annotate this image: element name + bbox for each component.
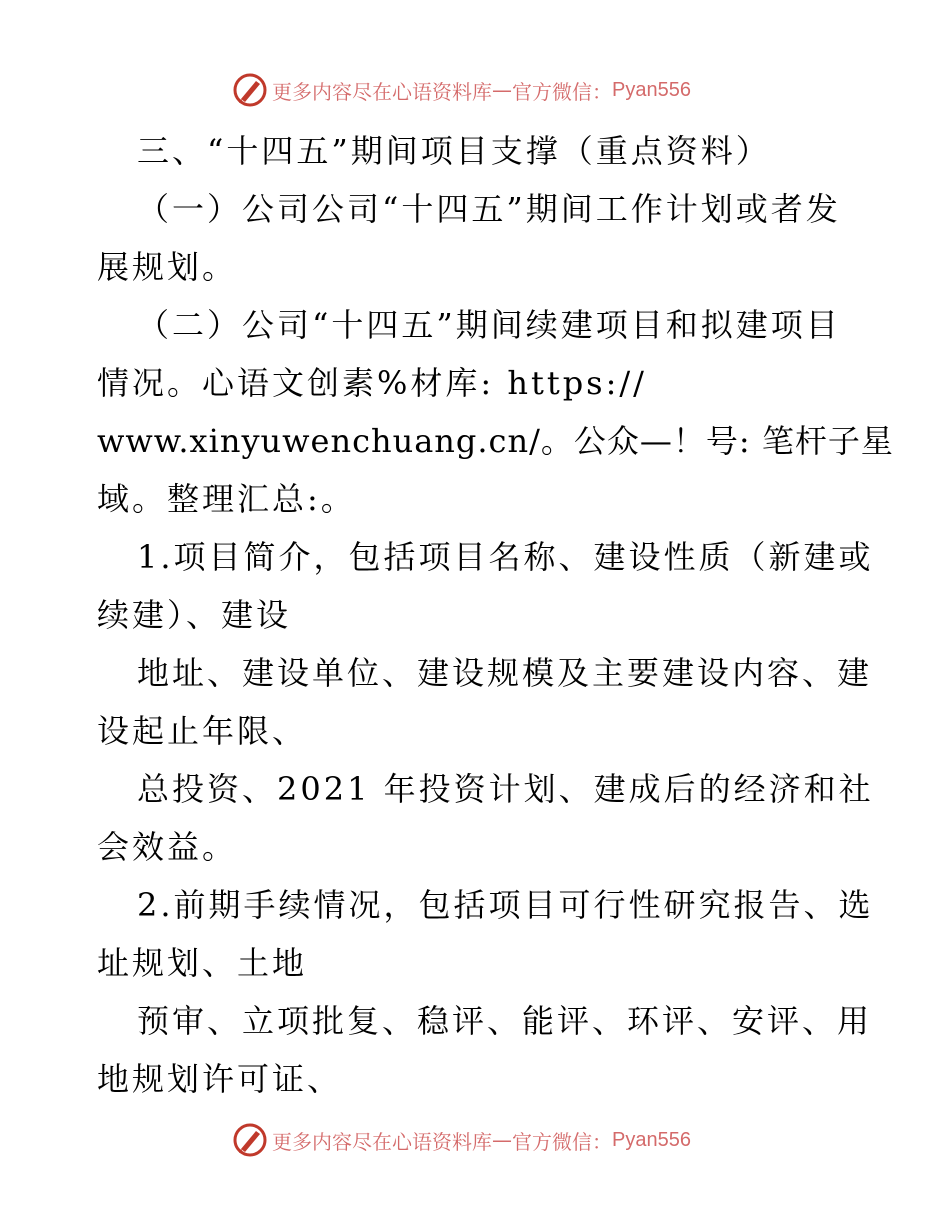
watermark-wechat-label: 官方微信： (512, 79, 612, 104)
list-item-line: 续建）、建设 (97, 596, 292, 634)
watermark-separator: — (492, 78, 512, 102)
paragraph-line: 域。整理汇总:。 (97, 480, 356, 518)
list-item-line: 1.项目简介，包括项目名称、建设性质（新建或 (137, 538, 874, 576)
paragraph-line: www.xinyuwenchuang.cn/。公众—！号: 笔杆子星 (97, 422, 894, 460)
paragraph-line: 展规划。 (97, 248, 238, 286)
list-item-line: 会效益。 (97, 828, 238, 866)
pen-logo-icon (232, 1122, 268, 1158)
pen-logo-icon (232, 72, 268, 108)
document-body (97, 122, 894, 1108)
watermark-brand: Pyan556 (612, 1128, 691, 1151)
list-item-line: 地址、建设单位、建设规模及主要建设内容、建 (137, 654, 873, 692)
list-item-line: 地规划许可证、 (97, 1060, 343, 1098)
list-item-line: 2.前期手续情况，包括项目可行性研究报告、选 (137, 886, 874, 924)
footer-watermark (232, 1120, 752, 1160)
list-item-line: 设起止年限、 (97, 712, 308, 750)
paragraph-line: 情况。心语文创素%材库: https:// (97, 364, 647, 402)
header-watermark (232, 70, 752, 110)
watermark-text: 更多内容尽在心语资料库 (272, 1129, 492, 1154)
watermark-separator: — (492, 1128, 512, 1152)
section-heading: 三、“十四五”期间项目支撑（重点资料） (137, 132, 771, 170)
list-item-line: 预审、立项批复、稳评、能评、环评、安评、用 (137, 1002, 873, 1040)
paragraph-line: （二）公司“十四五”期间续建项目和拟建项目 (137, 306, 841, 344)
watermark-text: 更多内容尽在心语资料库 (272, 79, 492, 104)
watermark-wechat-label: 官方微信： (512, 1129, 612, 1154)
list-item-line: 址规划、土地 (97, 944, 308, 982)
list-item-line: 总投资、2021 年投资计划、建成后的经济和社 (137, 770, 874, 808)
watermark-brand: Pyan556 (612, 78, 691, 101)
paragraph-line: （一）公司公司“十四五”期间工作计划或者发 (137, 190, 841, 228)
